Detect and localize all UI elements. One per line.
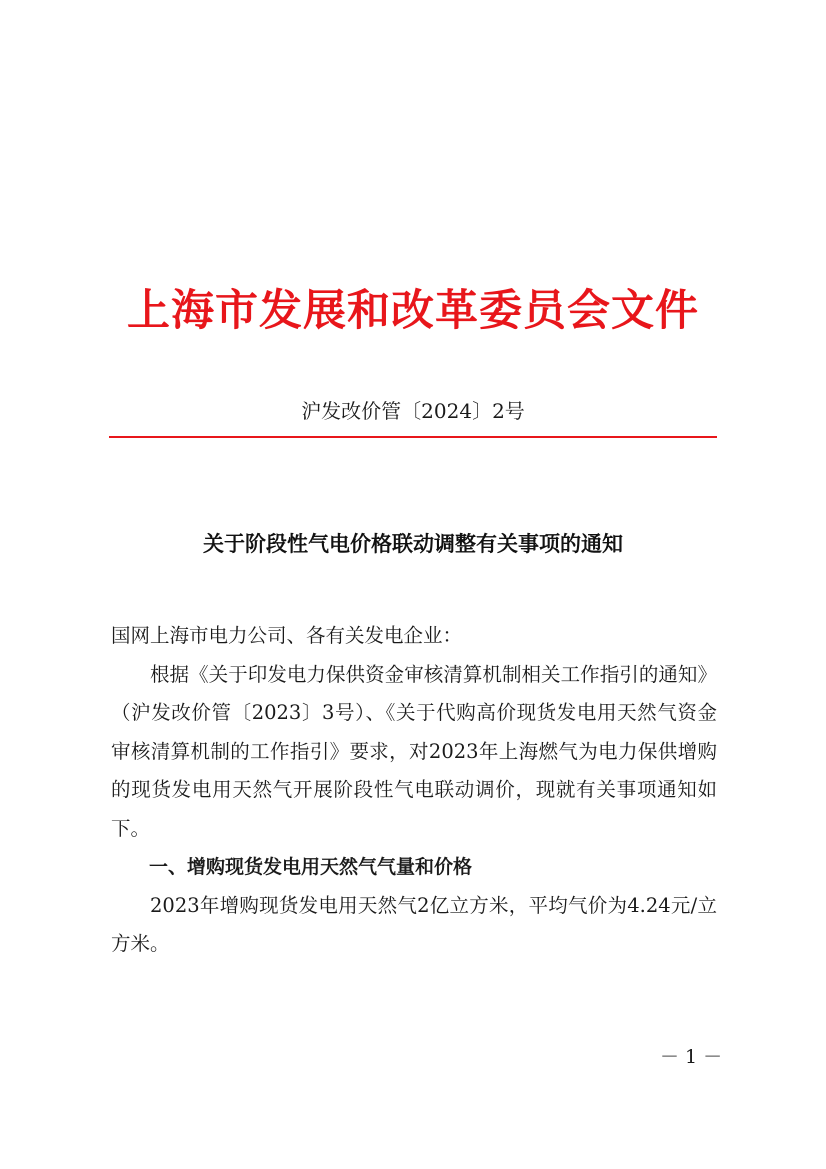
- document-title: 关于阶段性气电价格联动调整有关事项的通知: [203, 531, 623, 556]
- salutation: 国网上海市电力公司、各有关发电企业：: [111, 624, 463, 647]
- paragraph-section-1: 2023年增购现货发电用天然气2亿立方米，平均气价为4.24元/立方米。: [111, 893, 717, 955]
- red-divider-line: [109, 436, 717, 438]
- paragraph-intro: 根据《关于印发电力保供资金审核清算机制相关工作指引的通知》（沪发改价管〔2023〕3号）、《关于代购高价现货发电用天然气资金审核清算机制的工作指引》要求，对2023年上海燃气为电力保供增购的现货发电用天然气开展阶段性气电联动调价，现就有关事项通知如下。: [111, 662, 717, 840]
- document-body: [111, 617, 717, 964]
- masthead-title: 上海市发展和改革委员会文件: [127, 286, 699, 336]
- page-number: － 1 －: [660, 1046, 723, 1068]
- document-number: 沪发改价管〔2024〕2号: [301, 399, 525, 423]
- section-heading-1: 一、增购现货发电用天然气气量和价格: [149, 856, 473, 878]
